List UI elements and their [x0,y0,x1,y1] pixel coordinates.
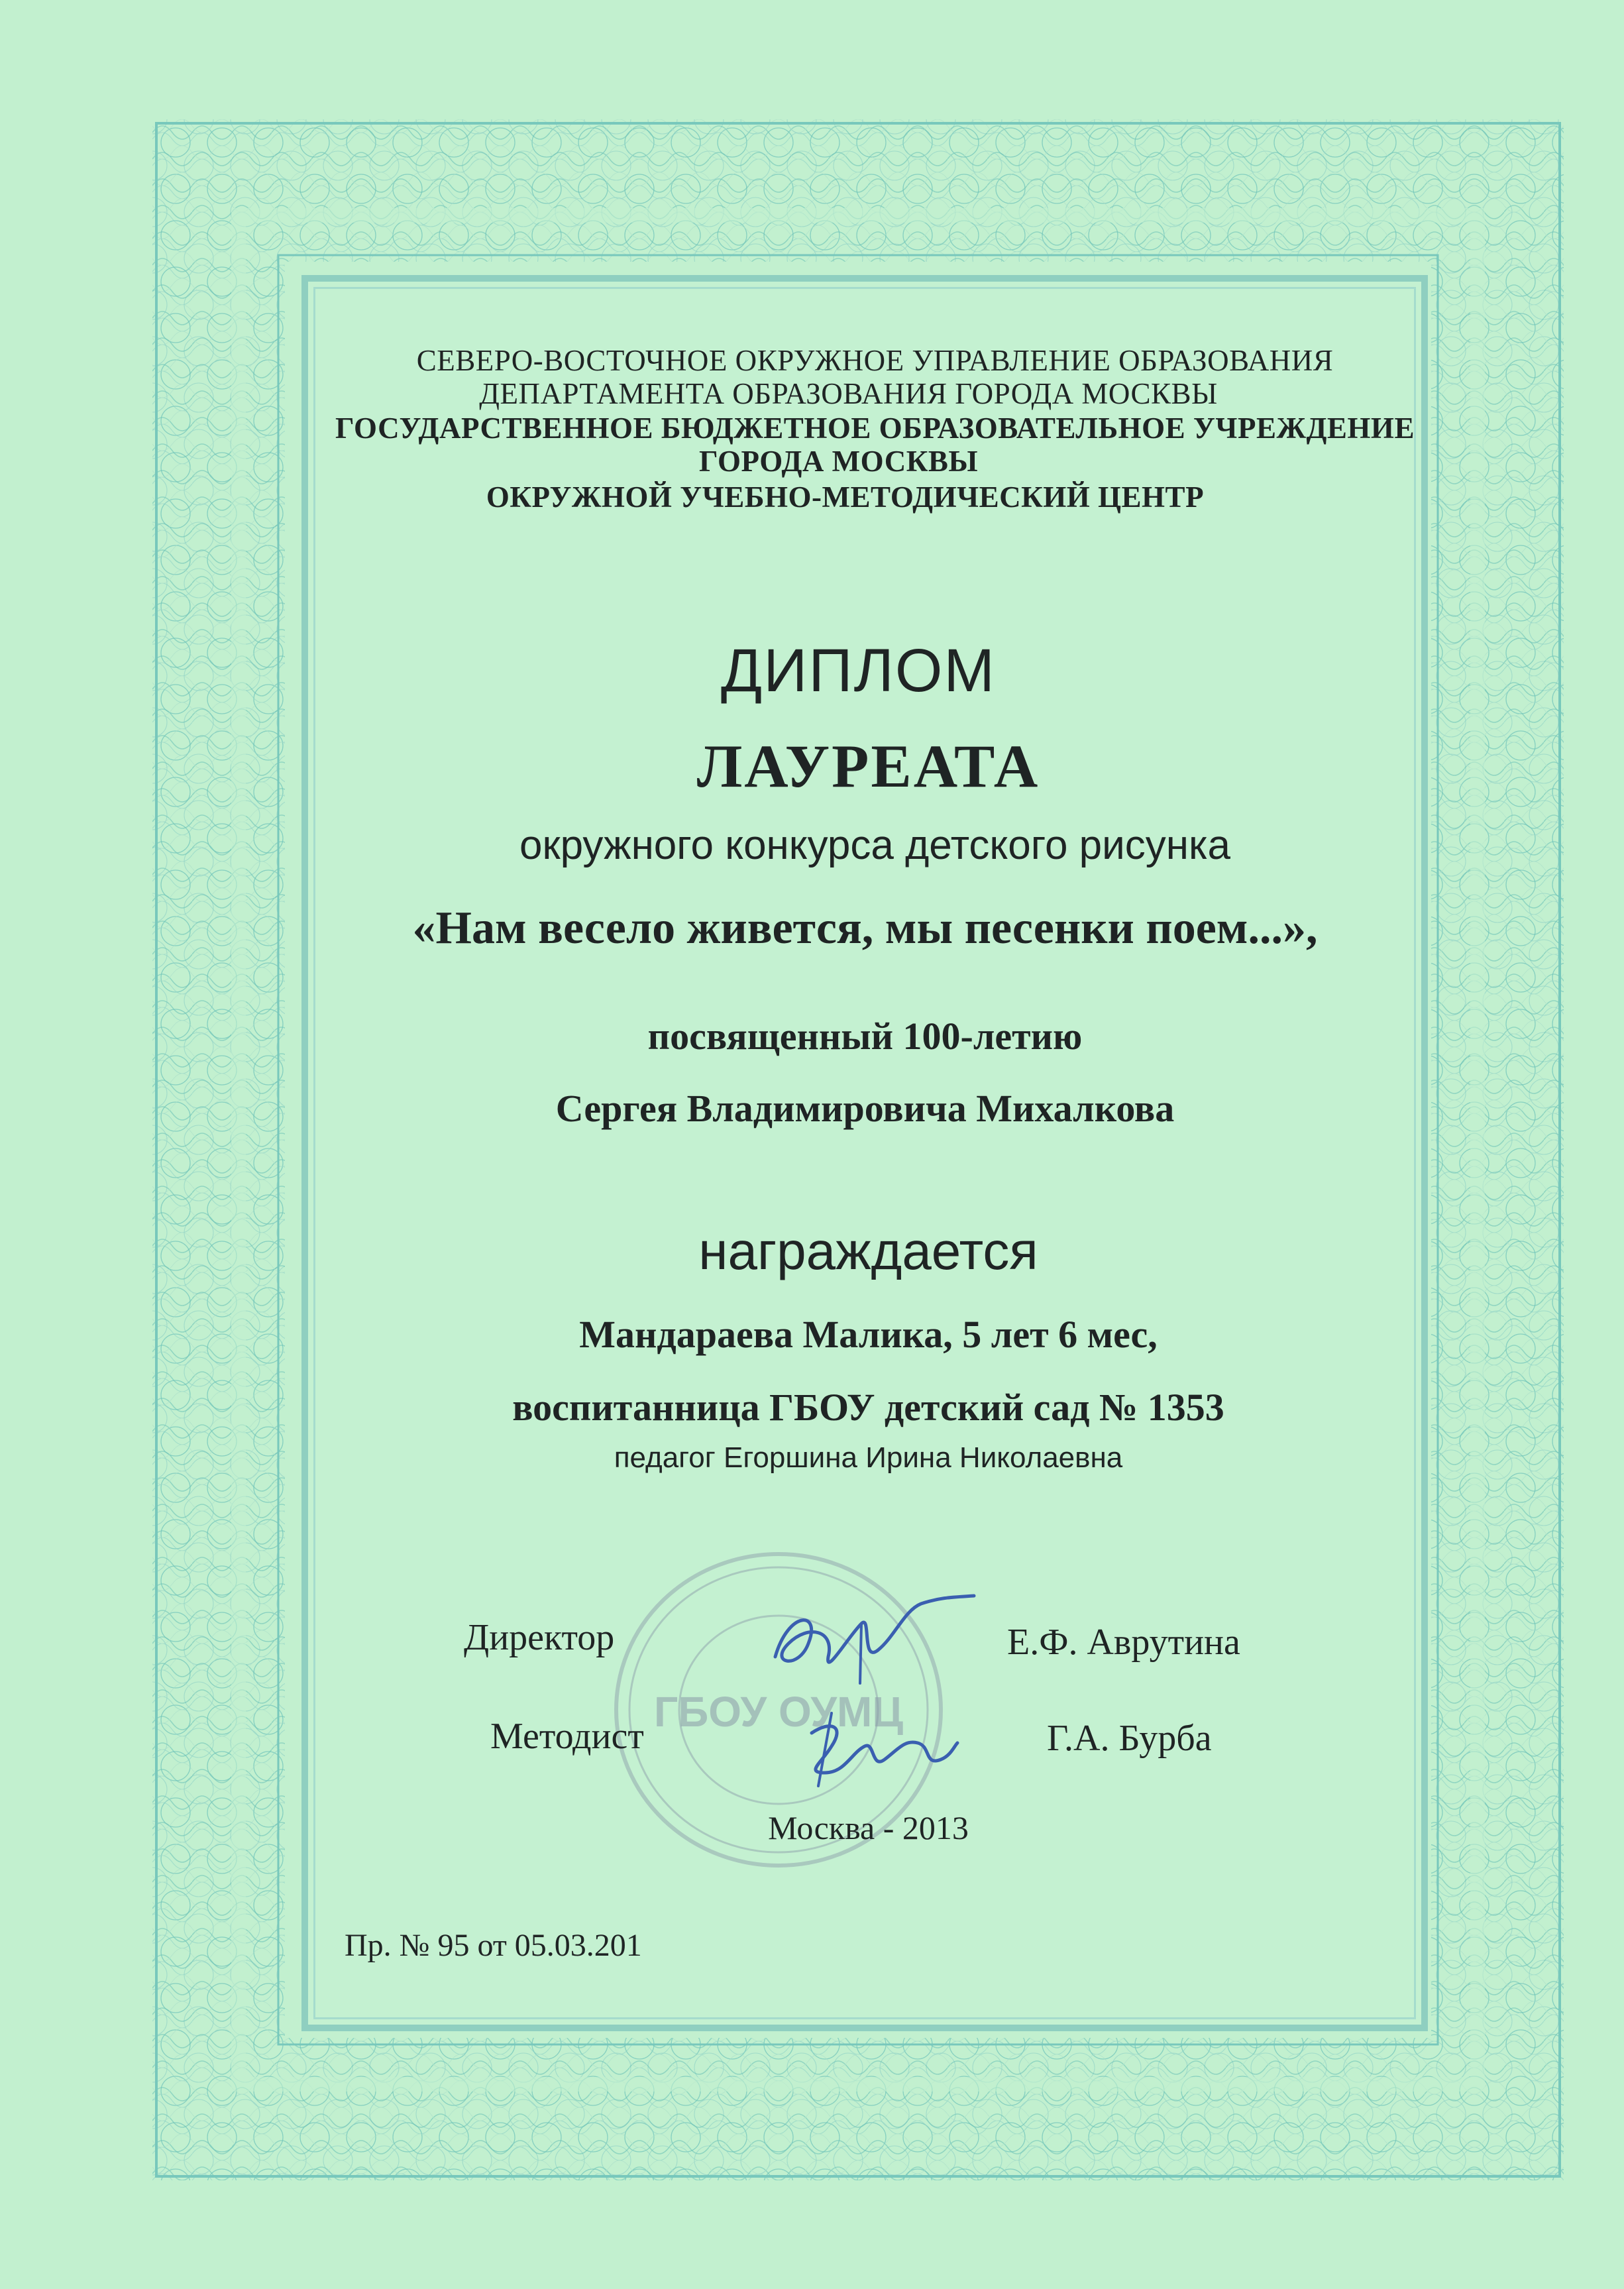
award-institution: воспитанница ГБОУ детский сад № 1353 [512,1386,1224,1429]
contest-name: «Нам весело живется, мы песенки поем...», [412,903,1318,954]
director-signature [762,1584,981,1690]
header-line-2: ДЕПАРТАМЕНТА ОБРАЗОВАНИЯ ГОРОДА МОСКВЫ [479,377,1218,410]
header-line-3: ГОСУДАРСТВЕННОЕ БЮДЖЕТНОЕ ОБРАЗОВАТЕЛЬНОЕ УЧРЕЖДЕНИЕ [335,412,1415,445]
city-year: Москва - 2013 [768,1809,969,1846]
header-line-4: ГОРОДА МОСКВЫ [698,445,979,478]
methodist-label: Методист [490,1716,644,1757]
header-line-1: СЕВЕРО-ВОСТОЧНОЕ ОКРУЖНОЕ УПРАВЛЕНИЕ ОБРАЗОВАНИЯ [416,344,1334,377]
stamp-center-text: ГБОУ ОУМЦ [653,1688,904,1736]
award-recipient: Мандараева Малика, 5 лет 6 мес, [579,1313,1158,1356]
contest-person: Сергея Владимировича Михалкова [555,1087,1175,1130]
title-diplom: ДИПЛОМ [720,637,997,704]
director-label: Директор [464,1617,615,1658]
methodist-name: Г.А. Бурба [1047,1718,1212,1759]
title-laureate: ЛАУРЕАТА [696,732,1040,800]
director-name: Е.Ф. Аврутина [1007,1622,1240,1663]
award-verb: награждается [698,1221,1038,1280]
contest-line: окружного конкурса детского рисунка [519,822,1230,868]
header-line-5: ОКРУЖНОЙ УЧЕБНО-МЕТОДИЧЕСКИЙ ЦЕНТР [486,480,1205,514]
order-reference: Пр. № 95 от 05.03.201 [345,1928,642,1963]
contest-dedication: посвященный 100-летию [647,1015,1083,1058]
methodist-signature [792,1706,964,1799]
award-teacher: педагог Егоршина Ирина Николаевна [614,1441,1123,1474]
